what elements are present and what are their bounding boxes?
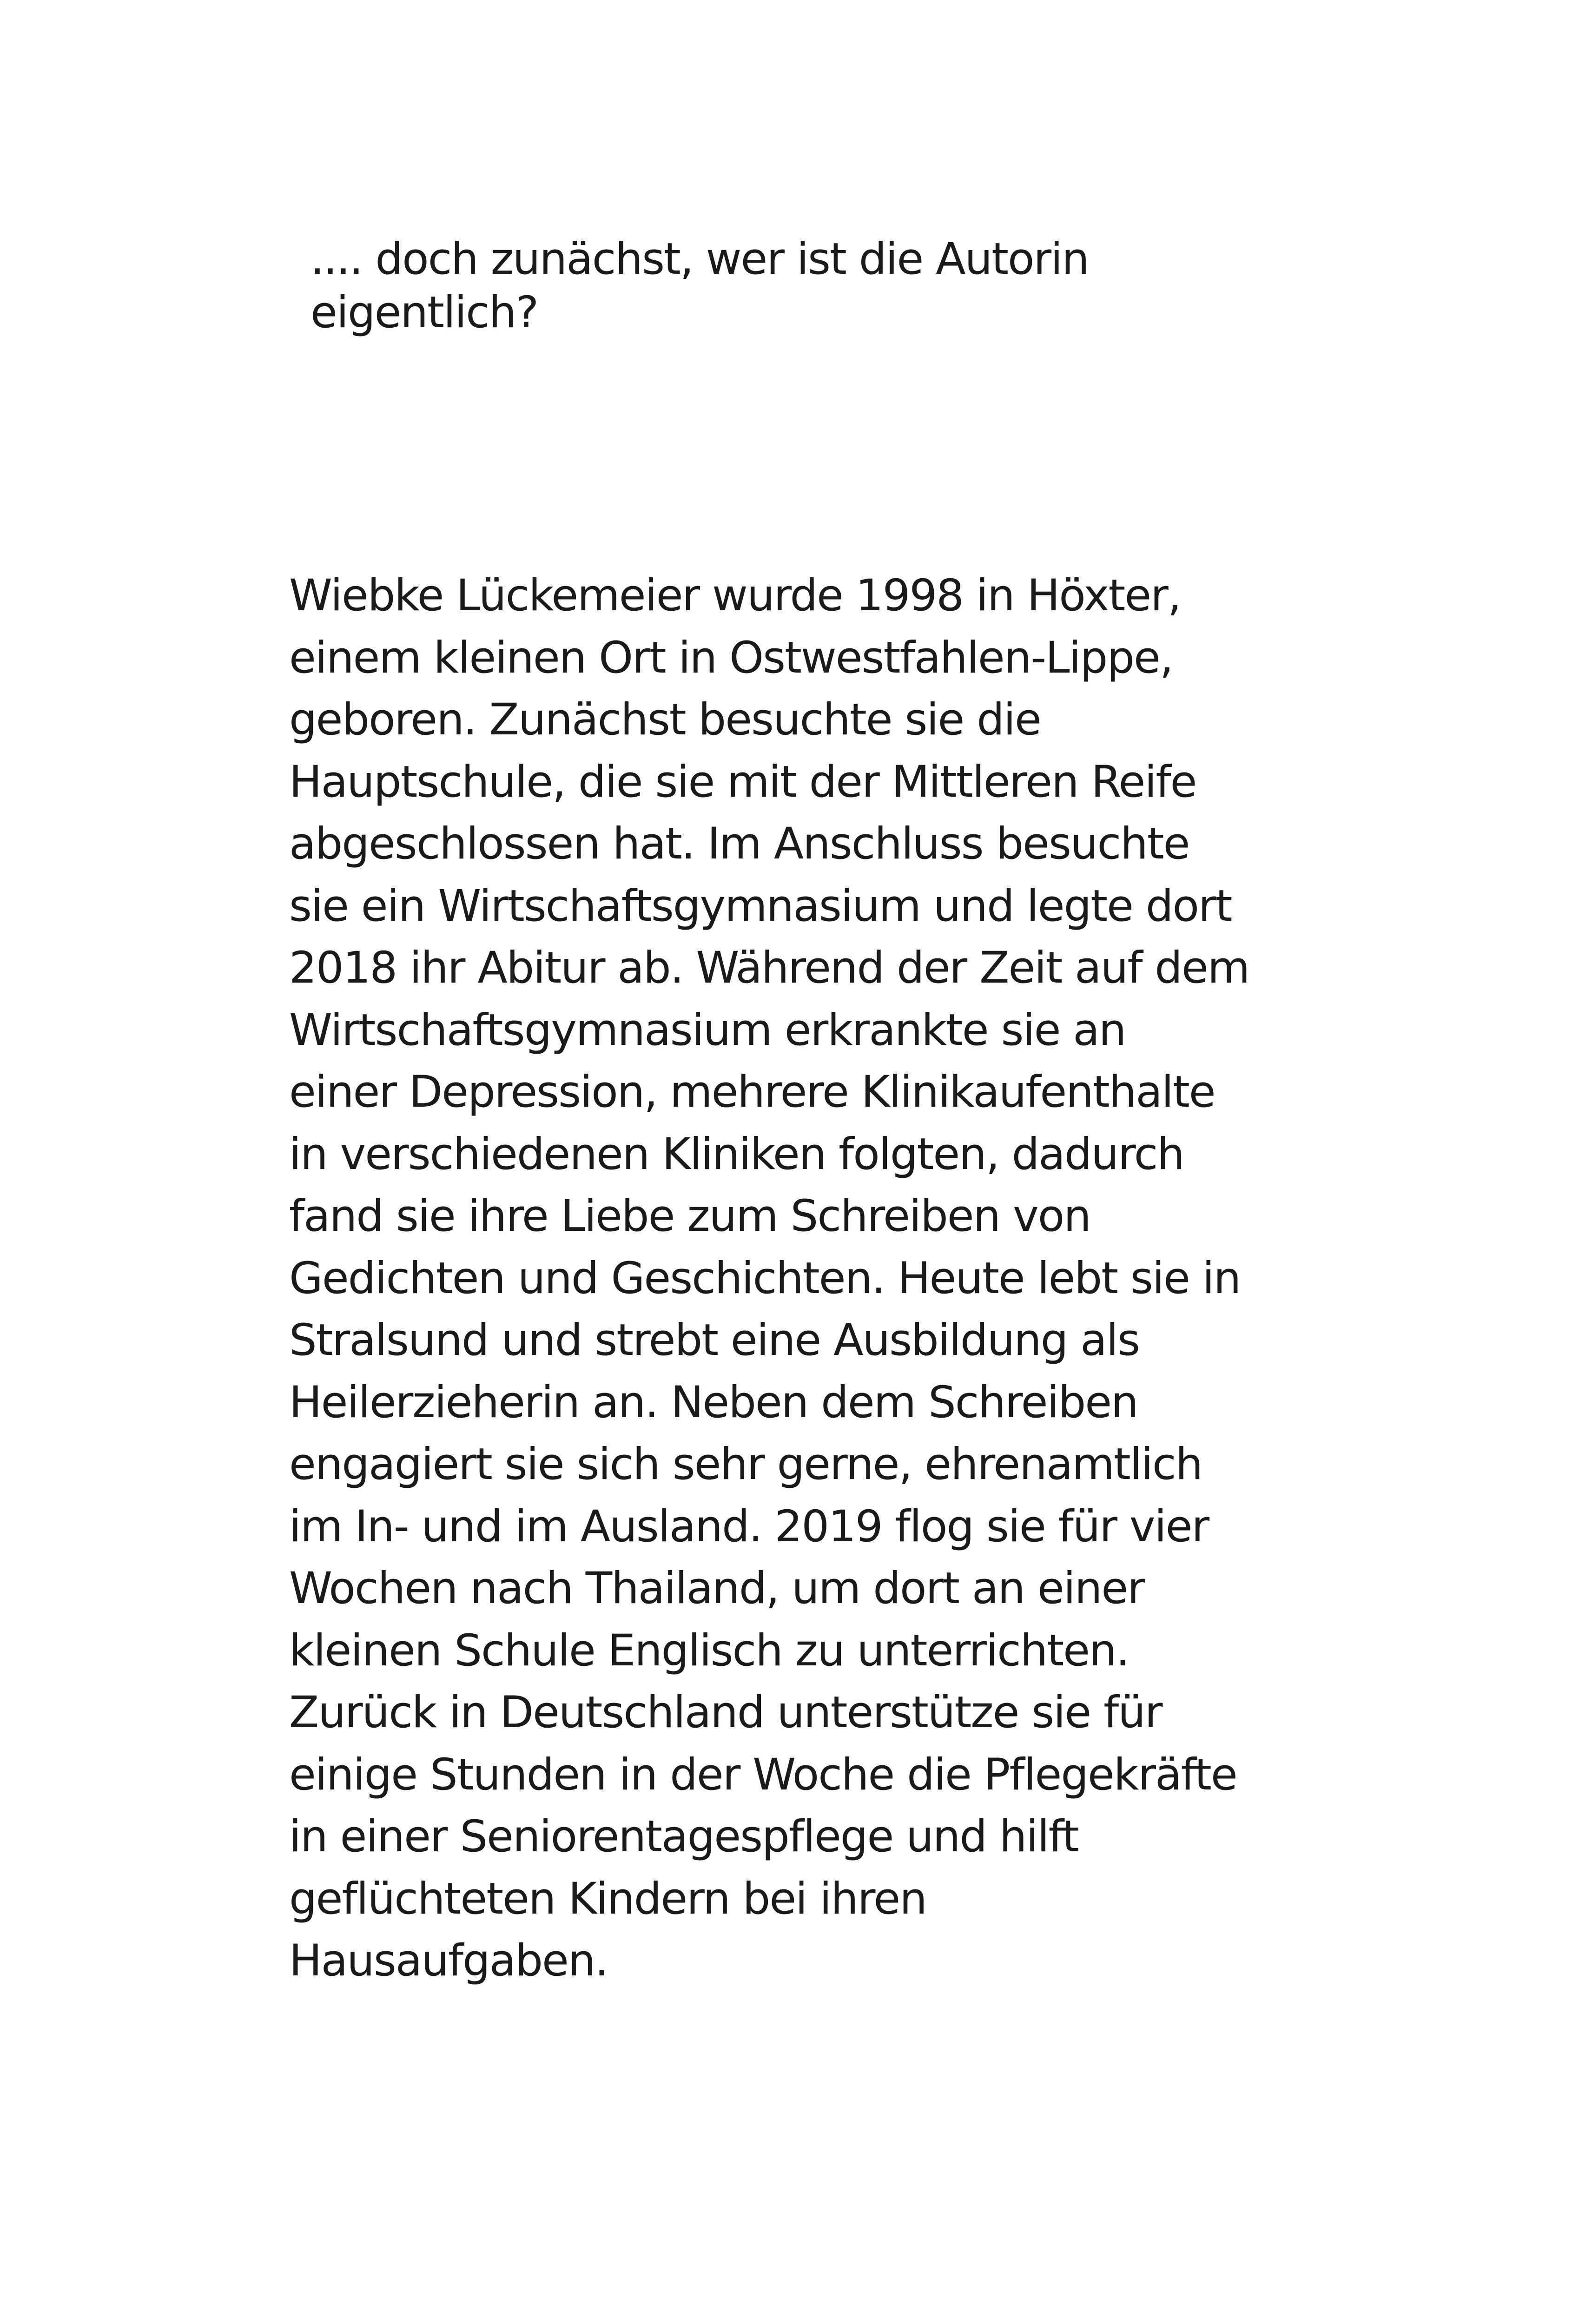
intro-heading <box>310 232 1287 339</box>
author-biography <box>289 565 1312 1992</box>
intro-line: eigentlich? <box>310 287 538 338</box>
bio-line: engagiert sie sich sehr gerne, ehrenamtlich <box>289 1439 1202 1490</box>
bio-line: Zurück in Deutschland unterstütze sie für <box>289 1687 1162 1738</box>
bio-line: geboren. Zunächst besuchte sie die <box>289 694 1041 745</box>
bio-line: Wochen nach Thailand, um dort an einer <box>289 1563 1144 1614</box>
bio-line: geflüchteten Kindern bei ihren <box>289 1873 926 1924</box>
bio-line: Wirtschaftsgymnasium erkrankte sie an <box>289 1004 1126 1056</box>
bio-line: Wiebke Lückemeier wurde 1998 in Höxter, <box>289 570 1181 621</box>
bio-line: fand sie ihre Liebe zum Schreiben von <box>289 1191 1090 1241</box>
bio-line: Hauptschule, die sie mit der Mittleren Reife <box>289 756 1196 807</box>
bio-line: Hausaufgaben. <box>289 1935 608 1986</box>
bio-line: Gedichten und Geschichten. Heute lebt sie in <box>289 1253 1241 1304</box>
bio-line: 2018 ihr Abitur ab. Während der Zeit auf dem <box>289 943 1249 993</box>
bio-line: Stralsund und strebt eine Ausbildung als <box>289 1315 1139 1366</box>
bio-line: einige Stunden in der Woche die Pflegekräfte <box>289 1749 1237 1800</box>
bio-line: einem kleinen Ort in Ostwestfahlen-Lippe, <box>289 632 1173 683</box>
intro-line: .... doch zunächst, wer ist die Autorin <box>310 234 1089 284</box>
bio-line: kleinen Schule Englisch zu unterrichten. <box>289 1625 1129 1676</box>
bio-line: sie ein Wirtschaftsgymnasium und legte dort <box>289 880 1232 931</box>
bio-line: in einer Seniorentagespflege und hilft <box>289 1811 1078 1862</box>
bio-line: in verschiedenen Kliniken folgten, dadurch <box>289 1129 1184 1180</box>
bio-line: im In- und im Ausland. 2019 flog sie für vier <box>289 1501 1209 1552</box>
bio-line: abgeschlossen hat. Im Anschluss besuchte <box>289 819 1189 869</box>
bio-line: einer Depression, mehrere Klinikaufenthalte <box>289 1067 1215 1117</box>
bio-line: Heilerzieherin an. Neben dem Schreiben <box>289 1377 1138 1428</box>
